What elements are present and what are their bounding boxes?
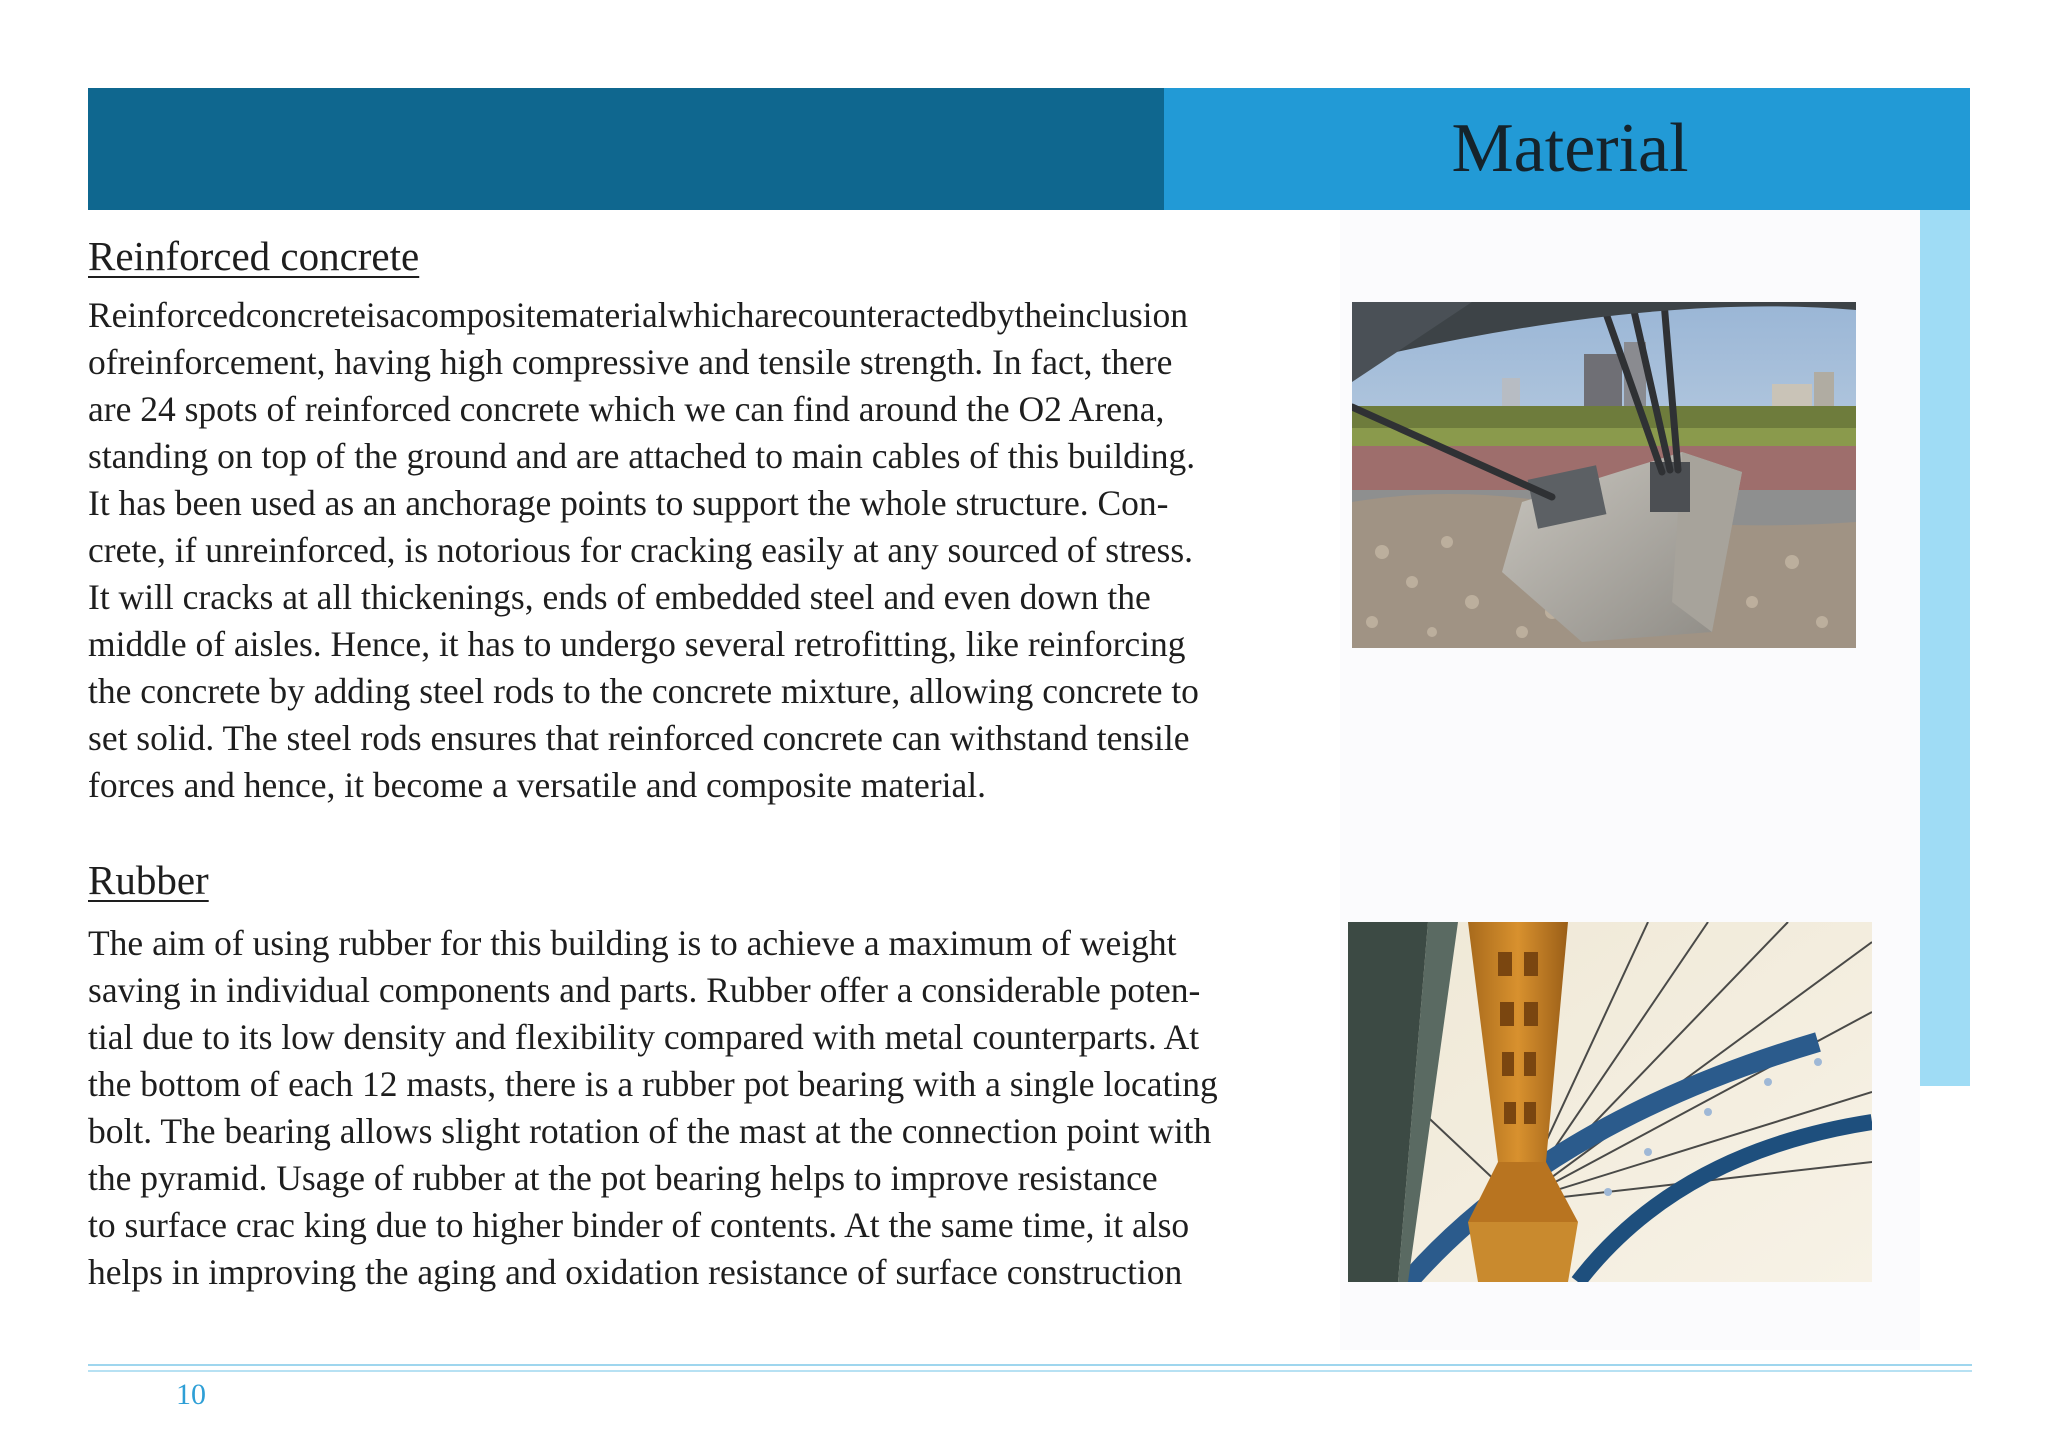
mast-rubber-bearing-photo xyxy=(1348,922,1872,1282)
footer-rule xyxy=(88,1364,1972,1366)
text-line: forces and hence, it become a versatile and composite material. xyxy=(88,765,986,805)
text-line: set solid. The steel rods ensures that reinforced concrete can withstand tensile xyxy=(88,718,1190,758)
section-body-rubber xyxy=(88,920,1338,1296)
text-line: bolt. The bearing allows slight rotation of the mast at the connection point with xyxy=(88,1111,1212,1151)
section-heading-reinforced-concrete: Reinforced concrete xyxy=(88,233,420,279)
text-line: standing on top of the ground and are attached to main cables of this building. xyxy=(88,436,1196,476)
text-line: the pyramid. Usage of rubber at the pot bearing helps to improve resistance xyxy=(88,1158,1158,1198)
text-line: Reinforcedconcreteisacompositematerialwhicharecounteractedbytheinclusion xyxy=(88,295,1189,335)
header-bar-dark xyxy=(88,88,1164,210)
concrete-anchorage-photo xyxy=(1352,302,1856,648)
section-body-reinforced-concrete xyxy=(88,292,1338,809)
text-line: the bottom of each 12 masts, there is a rubber pot bearing with a single locating xyxy=(88,1064,1218,1104)
text-line: middle of aisles. Hence, it has to undergo several retrofitting, like reinforcing xyxy=(88,624,1186,664)
text-line: It has been used as an anchorage points to support the whole structure. Con- xyxy=(88,483,1169,523)
text-line: ofreinforcement, having high compressive and tensile strength. In fact, there xyxy=(88,342,1173,382)
right-accent-bar xyxy=(1920,210,1970,1086)
page-number: 10 xyxy=(176,1378,206,1411)
text-line: crete, if unreinforced, is notorious for cracking easily at any sourced of stress. xyxy=(88,530,1194,570)
text-line: are 24 spots of reinforced concrete which we can find around the O2 Arena, xyxy=(88,389,1165,429)
page-title: Material xyxy=(1451,110,1689,187)
text-line: The aim of using rubber for this building is to achieve a maximum of weight xyxy=(88,923,1177,963)
footer-rule-secondary xyxy=(88,1370,1972,1372)
text-line: tial due to its low density and flexibility compared with metal counterparts. At xyxy=(88,1017,1200,1057)
text-line: It will cracks at all thickenings, ends of embedded steel and even down the xyxy=(88,577,1151,617)
text-line: saving in individual components and parts. Rubber offer a considerable poten- xyxy=(88,970,1201,1010)
text-line: to surface crac king due to higher binder of contents. At the same time, it also xyxy=(88,1205,1190,1245)
text-line: helps in improving the aging and oxidation resistance of surface construction xyxy=(88,1252,1183,1292)
text-line: the concrete by adding steel rods to the concrete mixture, allowing concrete to xyxy=(88,671,1199,711)
section-heading-rubber: Rubber xyxy=(88,857,209,903)
